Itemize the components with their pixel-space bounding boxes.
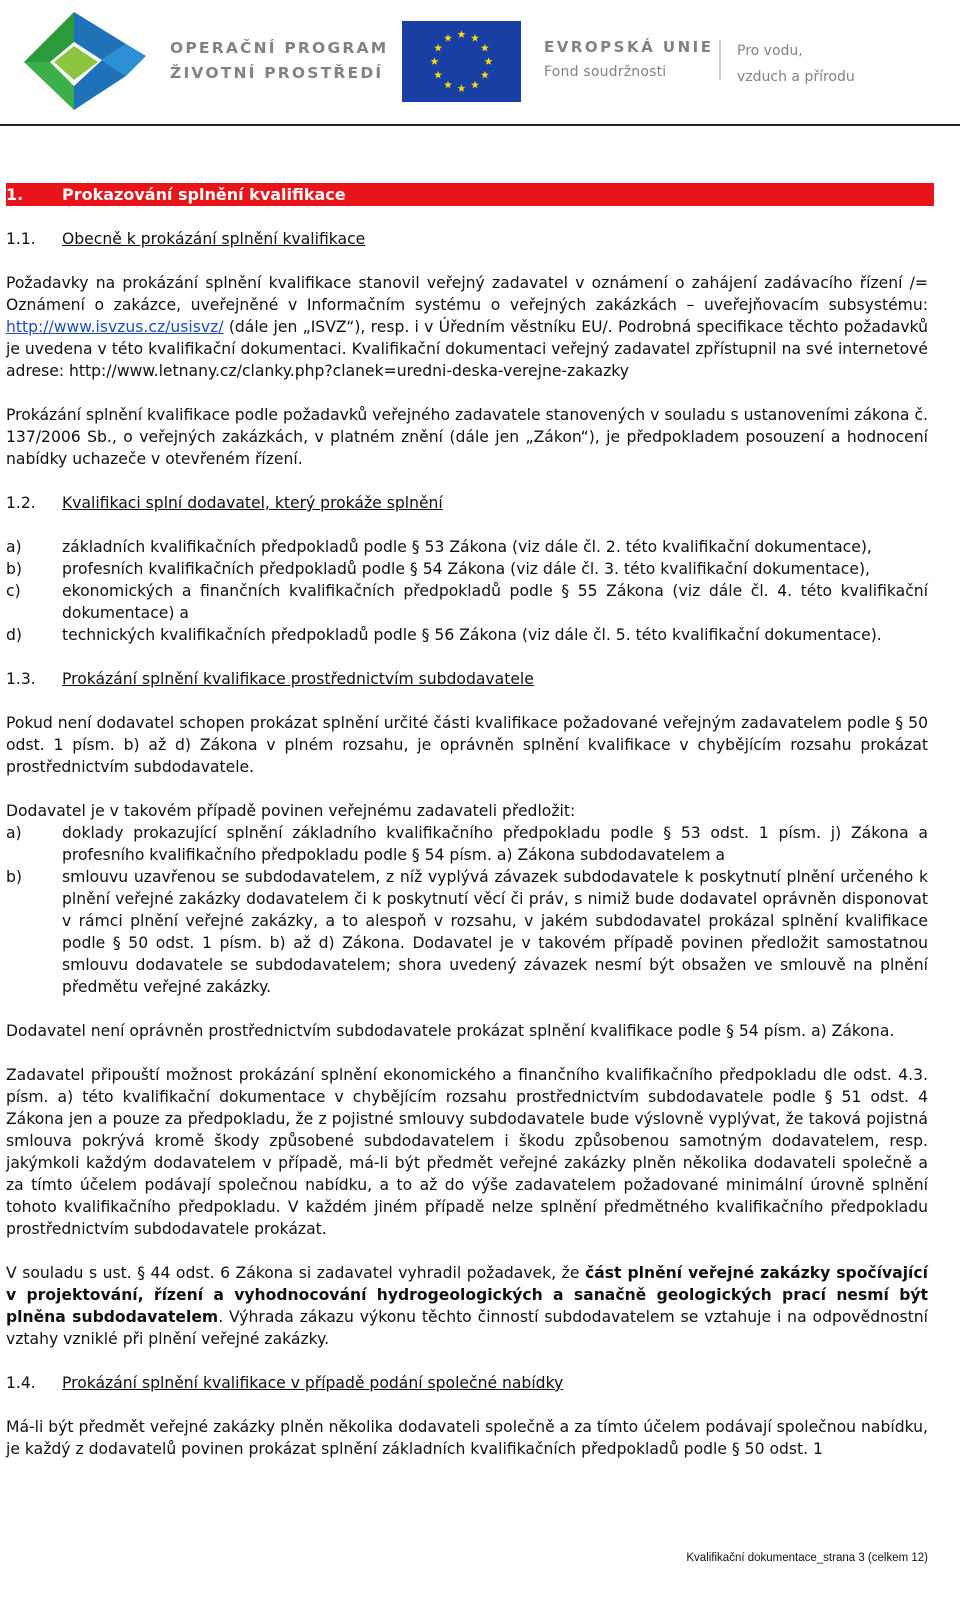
paragraph: Dodavatel není oprávněn prostřednictvím subdodavatele prokázat splnění kvalifikace podle § 54 písm. a) Zákona. <box>6 1022 895 1040</box>
subsection-number: 1.2. <box>6 494 36 512</box>
paragraph-text: Požadavky na prokázání splnění kvalifikace stanovil veřejný zadavatel v oznámení o zahájení zadávacího řízení /= Oznámení o zakázce, uveřejněné v Informačním systému o veřejných zakázkách – uveřejňovacím subsystému: <box>6 274 928 314</box>
subsection-1-3-heading <box>6 668 928 690</box>
subsection-number: 1.1. <box>6 230 36 248</box>
list-item <box>6 624 928 646</box>
paragraph-text: . Výhrada zákazu výkonu těchto činností subdodavatelem se vztahuje i na odpovědnostní vztahy vzniklé při plnění veřejné zakázky. <box>6 1308 929 1348</box>
subsection-title: Kvalifikaci splní dodavatel, který prokáže splnění <box>62 494 443 512</box>
section-1-number: 1. <box>6 185 24 204</box>
subsection-number: 1.4. <box>6 1374 36 1392</box>
motto-line-1: Pro vodu, <box>737 43 803 59</box>
paragraph: Dodavatel je v takovém případě povinen veřejnému zadavateli předložit: <box>6 802 576 820</box>
list-text: ekonomických a finančních kvalifikačních předpokladů podle § 55 Zákona (viz dále čl. 4. této kvalifikační dokumentace) a <box>62 582 928 622</box>
paragraph: Zadavatel připouští možnost prokázání splnění ekonomického a finančního kvalifikačního předpokladu dle odst. 4.3. písm. a) této kvalifikační dokumentace v chybějícím rozsahu prostřednictvím subdodavatele podle § 51 odst. 4 Zákona jen a pouze za předpokladu, že z pojistné smlouvy subdodavatele bude výslovně vyplývat, že taková pojistná smlouva pokrývá kromě škody způsobené subdodavatelem i škodu způsobenou samotným dodavatelem, resp. jakýmkoli každým dodavatelem v případě, má-li být předmět veřejné zakázky plněn několika dodavateli společně a za tímto účelem podávají společnou nabídku, a to až do výše zadavatelem požadované minimální úrovně splnění tohoto kvalifikačního předpokladu. V každém jiném případě nelze splnění předmětného kvalifikačního předpokladu prostřednictvím subdodavatele prokázat. <box>6 1066 928 1238</box>
op-line-1: OPERAČNÍ PROGRAM <box>170 39 389 57</box>
section-1-heading <box>6 183 934 206</box>
eu-line-2: Fond soudržnosti <box>544 64 667 80</box>
paragraph-text: (dále jen „ISVZ“), resp. i v Úředním věstníku EU/. Podrobná specifikace těchto požadavků je uvedena v této kvalifikační dokumentaci. Kvalifikační dokumentaci veřejný zadavatel zpřístupnil na své internetové adrese: http://www.letnany.cz/clanky.php?clanek=uredni-deska-verejne-zakazky <box>6 318 928 380</box>
section-1-title: Prokazování splnění kvalifikace <box>62 185 346 204</box>
list-marker: b) <box>6 868 22 886</box>
emphasis-text: část plnění veřejné zakázky spočívající v projektování, řízení a vyhodnocování hydrogeologických a sanačně geologických prací nesmí být plněna subdodavatelem <box>6 1264 928 1326</box>
paragraph <box>6 272 928 382</box>
eu-flag-icon <box>402 21 521 102</box>
paragraph: Má-li být předmět veřejné zakázky plněn několika dodavateli společně a za tímto účelem podávají společnou nabídku, je každý z dodavatelů povinen prokázat splnění základních kvalifikačních předpokladů podle § 50 odst. 1 <box>6 1418 928 1458</box>
list-marker: c) <box>6 582 21 600</box>
list <box>6 536 928 646</box>
list-item <box>6 866 928 998</box>
op-line-2: ŽIVOTNÍ PROSTŘEDÍ <box>170 64 384 82</box>
header-divider <box>719 40 721 80</box>
list <box>6 822 928 998</box>
paragraph: Pokud není dodavatel schopen prokázat splnění určité části kvalifikace požadované veřejným zadavatelem podle § 50 odst. 1 písm. b) až d) Zákona v plném rozsahu, je oprávněn splnění kvalifikace v chybějícím rozsahu prokázat prostřednictvím subdodavatele. <box>6 714 928 776</box>
list-text: technických kvalifikačních předpokladů podle § 56 Zákona (viz dále čl. 5. této kvalifikační dokumentace). <box>62 626 882 644</box>
list-text: doklady prokazující splnění základního kvalifikačního předpokladu podle § 53 odst. 1 písm. j) Zákona a profesního kvalifikačního předpokladu podle § 54 písm. a) Zákona subdodavatelem a <box>62 824 928 864</box>
subsection-1-2-heading <box>6 492 928 514</box>
page-footer: Kvalifikační dokumentace_strana 3 (celkem 12) <box>686 1552 928 1564</box>
header-rule <box>0 124 960 126</box>
list-text: základních kvalifikačních předpokladů podle § 53 Zákona (viz dále čl. 2. této kvalifikační dokumentace), <box>62 538 872 556</box>
list-marker: a) <box>6 538 22 556</box>
paragraph: Prokázání splnění kvalifikace podle požadavků veřejného zadavatele stanovených v souladu s ustanoveními zákona č. 137/2006 Sb., o veřejných zakázkách, v platném znění (dále jen „Zákon“), je předpokladem posouzení a hodnocení nabídky uchazeče v otevřeném řízení. <box>6 406 928 468</box>
list-item <box>6 536 928 558</box>
list-marker: b) <box>6 560 22 578</box>
eu-line-1: EVROPSKÁ UNIE <box>544 38 714 56</box>
list-marker: a) <box>6 824 22 842</box>
subsection-number: 1.3. <box>6 670 36 688</box>
subsection-1-1-heading <box>6 228 928 250</box>
subsection-title: Prokázání splnění kvalifikace v případě podání společné nabídky <box>62 1374 564 1392</box>
op-zp-wordmark <box>170 36 388 86</box>
paragraph-text: V souladu s ust. § 44 odst. 6 Zákona si zadavatel vyhradil požadavek, že <box>6 1264 585 1282</box>
page-header <box>0 0 960 128</box>
isvz-link[interactable]: http://www.isvzus.cz/usisvz/ <box>6 318 224 336</box>
eu-wordmark <box>544 38 713 80</box>
list-text: smlouvu uzavřenou se subdodavatelem, z níž vyplývá závazek subdodavatele k poskytnutí plnění určeného k plnění veřejné zakázky dodavatelem či k poskytnutí věcí či práv, s nimiž bude dodavatel oprávněn disponovat v rámci plnění veřejné zakázky, a to alespoň v rozsahu, v jakém subdodavatel prokázal splnění kvalifikace podle § 50 odst. 1 písm. b) až d) Zákona. Dodavatel je v takovém případě povinen předložit samostatnou smlouvu dodavatele se subdodavatelem; shora uvedený závazek nesmí být obsažen ve smlouvě na plnění předmětu veřejné zakázky. <box>62 868 928 996</box>
subsection-1-4-heading <box>6 1372 928 1394</box>
list-text: profesních kvalifikačních předpokladů podle § 54 Zákona (viz dále čl. 3. této kvalifikační dokumentace), <box>62 560 871 578</box>
motto-line-2: vzduch a přírodu <box>737 69 855 85</box>
document-body <box>6 183 928 1460</box>
list-marker: d) <box>6 626 22 644</box>
motto <box>737 38 855 90</box>
list-item <box>6 822 928 866</box>
subsection-title: Obecně k prokázání splnění kvalifikace <box>62 230 366 248</box>
list-item <box>6 558 928 580</box>
op-zp-logo-icon <box>22 10 152 110</box>
list-item <box>6 580 928 624</box>
subsection-title: Prokázání splnění kvalifikace prostřednictvím subdodavatele <box>62 670 534 688</box>
paragraph <box>6 1262 928 1350</box>
